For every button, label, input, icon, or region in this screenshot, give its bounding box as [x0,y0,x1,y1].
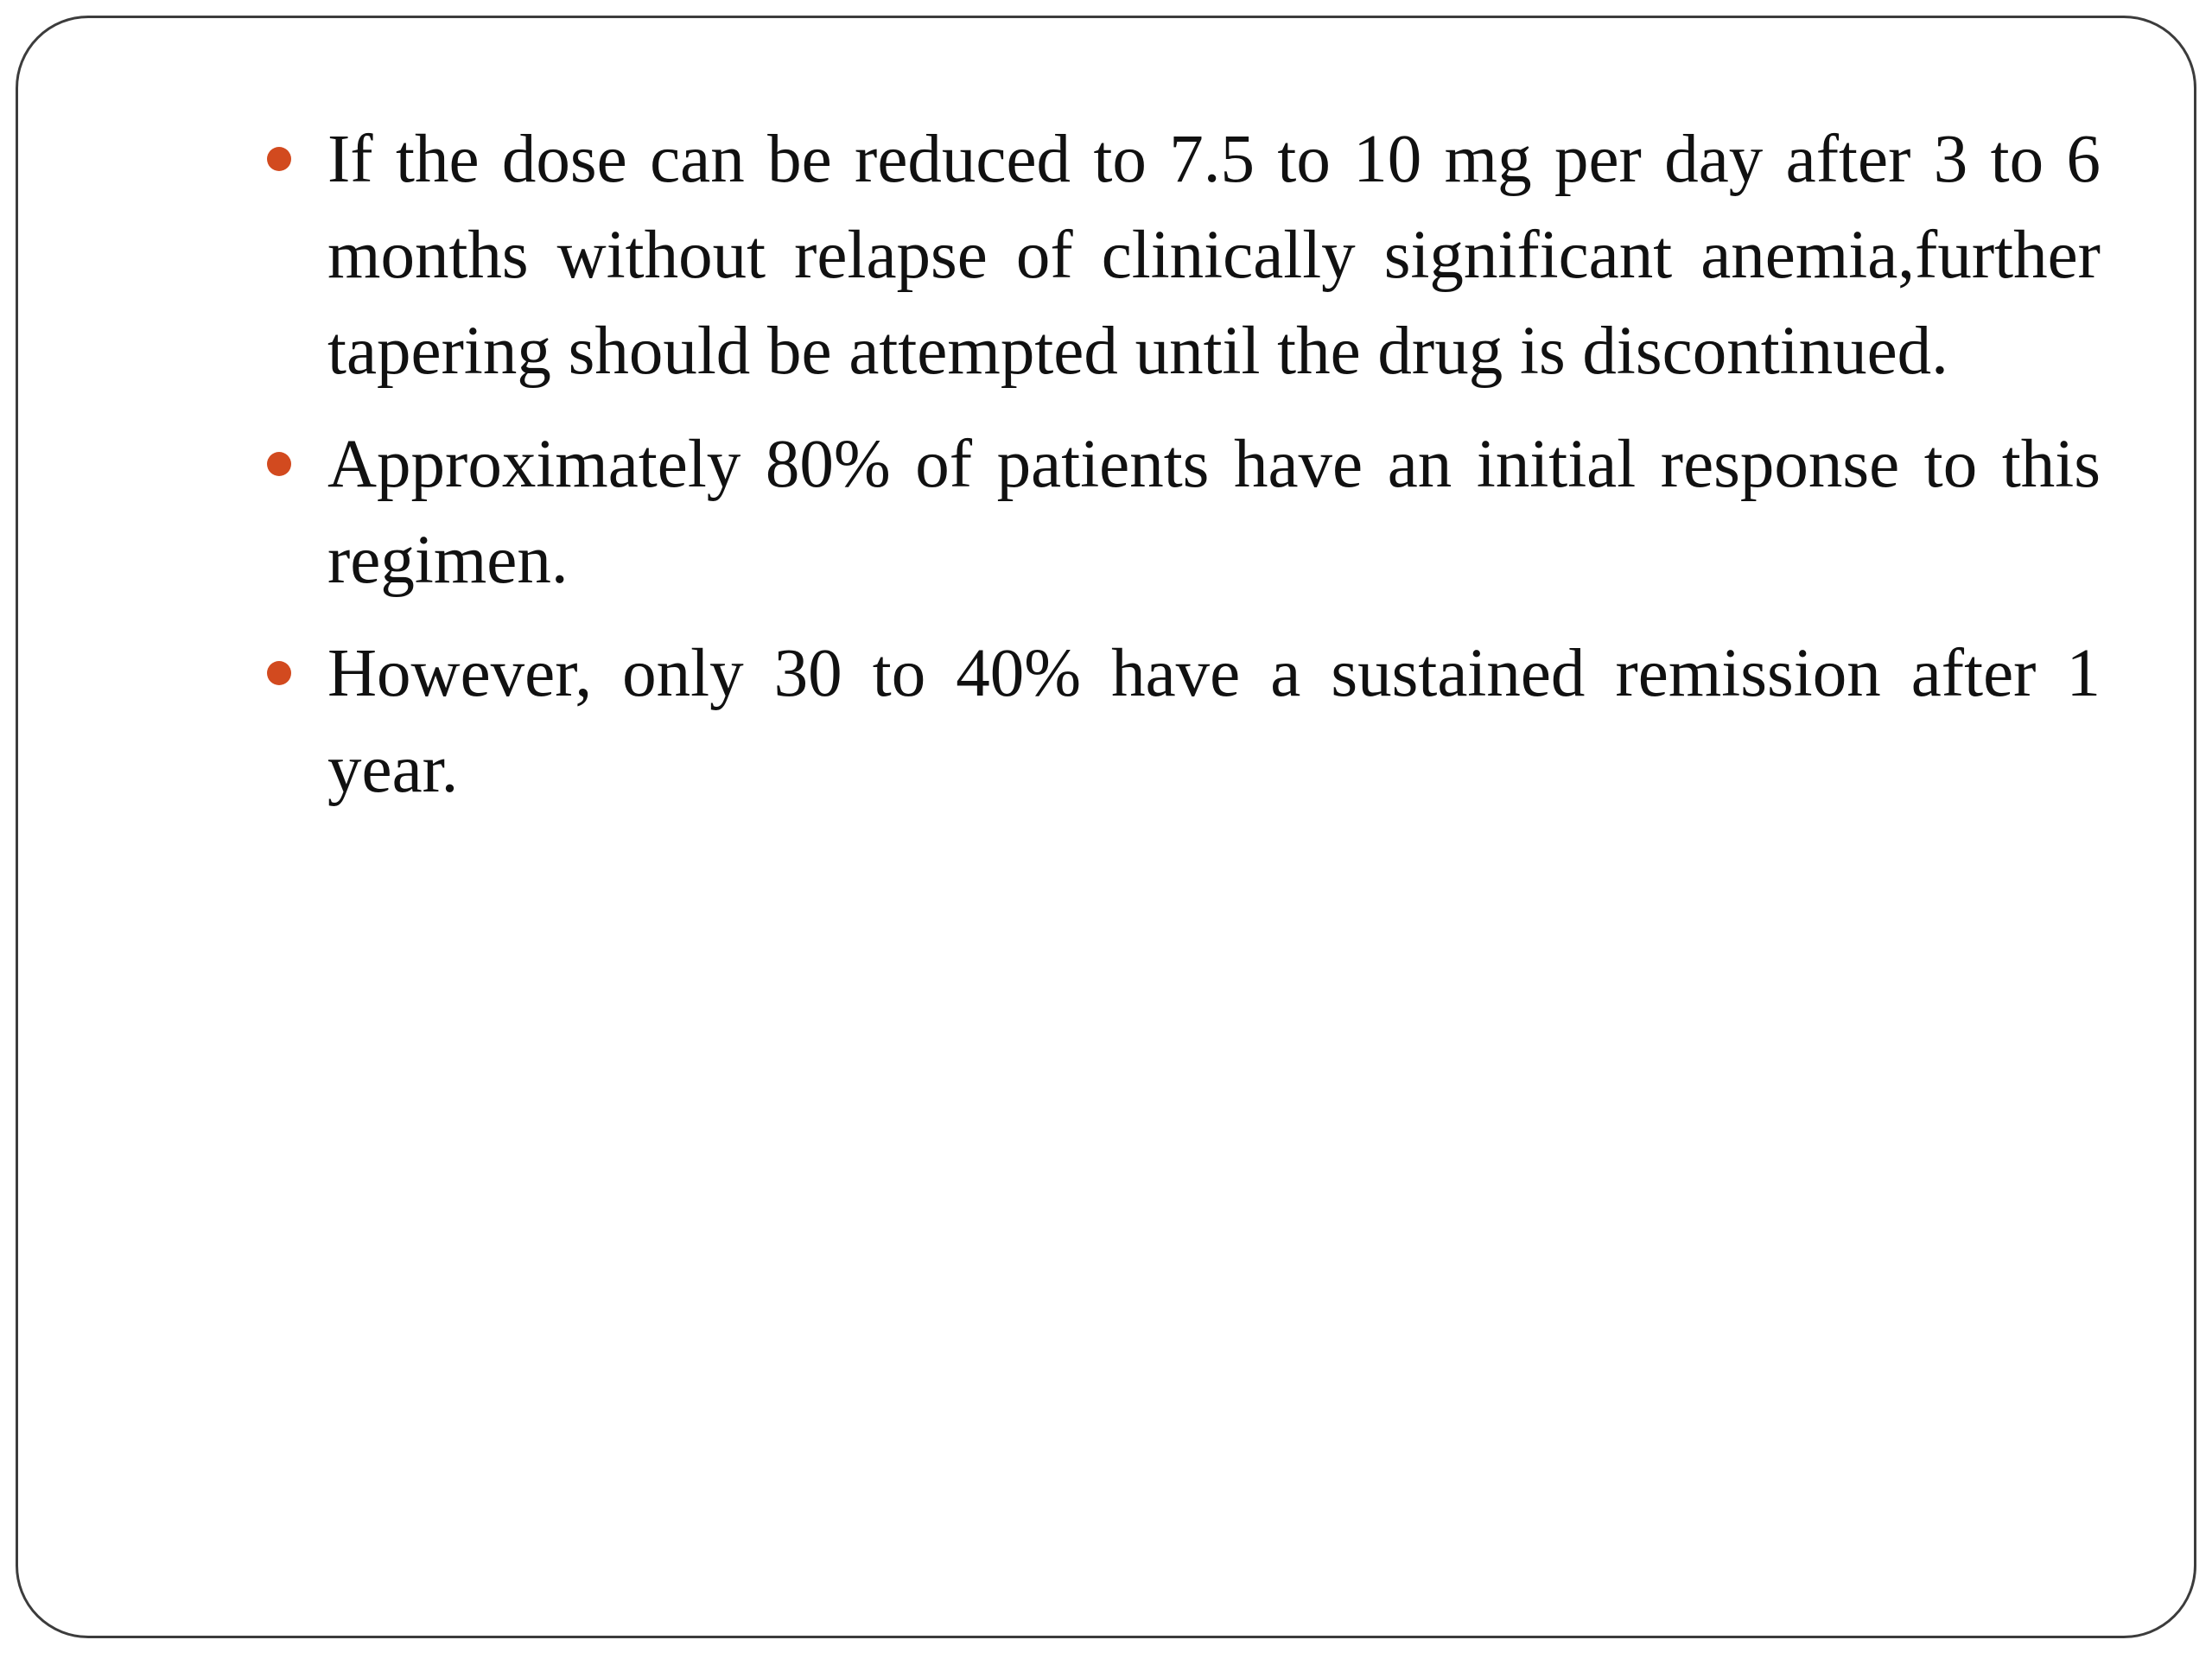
bullet-item [260,416,2101,608]
bullet-item [260,111,2101,399]
bullet-text: However, only 30 to 40% have a sustained remission after 1 year. [327,636,2101,807]
bullet-list [260,111,2101,835]
bullet-text: Approximately 80% of patients have an initial response to this regimen. [327,427,2101,598]
bullet-dot-icon [267,452,291,476]
bullet-dot-icon [267,661,291,685]
bullet-dot-icon [267,147,291,171]
bullet-text: If the dose can be reduced to 7.5 to 10 mg per day after 3 to 6 months without relapse of clinically significant anemia,further tapering should be attempted until the drug is discontinued. [327,122,2101,389]
bullet-item [260,626,2101,817]
slide-frame [16,16,2196,1638]
